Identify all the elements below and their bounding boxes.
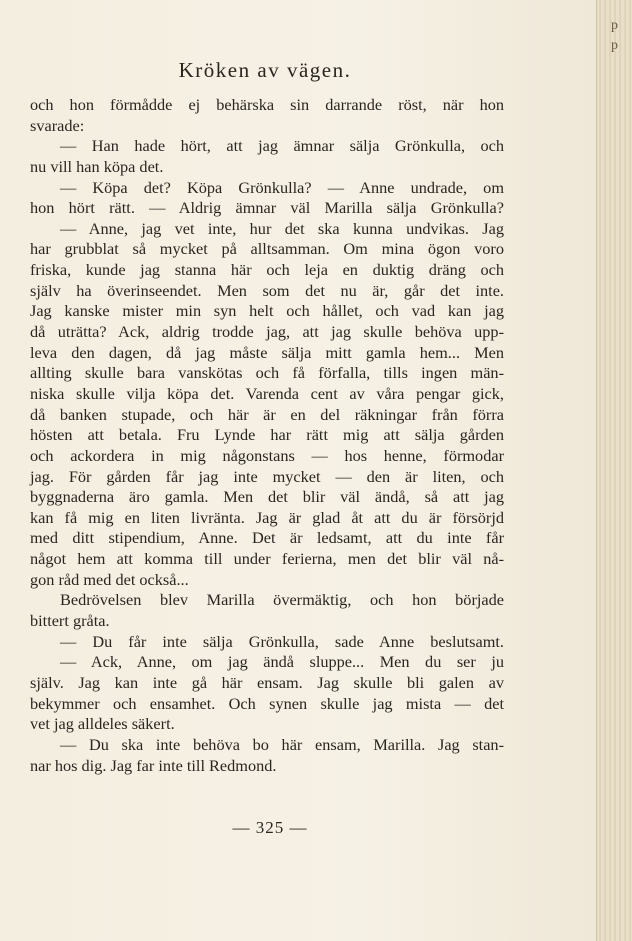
text-line: själv. Jag kan inte gå här ensam. Jag skulle bli galen av [30,672,504,692]
text-line: allting skulle bara vanskötas och få förfalla, tills ingen män- [30,363,504,383]
text-line: — Köpa det? Köpa Grönkulla? — Anne undrade, om [60,177,504,197]
running-title: Kröken av vägen. [178,58,352,82]
text-line: hon hört rätt. — Aldrig ämnar väl Marilla sälja Grönkulla? [30,198,504,218]
page-number: — 325 — [232,818,308,837]
text-line: bekymmer och ensamhet. Och synen skulle jag mista — det [30,693,504,713]
text-line: och ackordera in mig någonstans — hos henne, förmodar [30,445,504,465]
text-line: gon råd med det också... [30,569,189,589]
text-line: — Anne, jag vet inte, hur det ska kunna undvikas. Jag [60,218,504,238]
text-line: då banken stupade, och här är en del räkningar från förra [30,404,504,424]
text-line: nu vill han köpa det. [30,156,164,176]
text-line: — Ack, Anne, om jag ändå sluppe... Men du ser ju [60,652,504,672]
edge-mark: p [611,18,618,33]
text-line: nar hos dig. Jag far inte till Redmond. [30,755,277,775]
text-line: själv ha överinseendet. Men som det nu är, går det inte. [30,280,504,300]
text-line: Bedrövelsen blev Marilla övermäktig, och hon började [60,590,504,610]
body-text [30,95,504,776]
text-line: bittert gråta. [30,611,110,631]
text-line: friska, kunde jag stanna här och leja en duktig dräng och [30,260,504,280]
text-line: hösten att betala. Fru Lynde har rätt mig att sälja gården [30,425,504,445]
text-line: då uträtta? Ack, aldrig trodde jag, att jag skulle behöva upp- [30,322,504,342]
text-line: med ditt stipendium, Anne. Det är ledsamt, att du inte får [30,528,504,548]
text-line: har grubblat så mycket på alltsamman. Om mina ögon voro [30,239,504,259]
page-edge [596,0,632,941]
text-line: svarade: [30,115,85,135]
text-line: niska skulle vilja köpa det. Varenda cent av våra pengar gick, [30,383,504,403]
edge-mark: p [611,38,618,53]
text-line: — Han hade hört, att jag ämnar sälja Grönkulla, och [60,136,504,156]
text-line: Jag kanske mister min syn helt och hållet, och vad kan jag [30,301,504,321]
text-line: vet jag alldeles säkert. [30,714,175,734]
text-line: leva den dagen, då jag måste sälja mitt gamla hem... Men [30,342,504,362]
text-line: — Du får inte sälja Grönkulla, sade Anne beslutsamt. [60,631,504,651]
text-line: byggnaderna äro gamla. Men det blir väl ändå, så att jag [30,487,504,507]
text-line: något hem att komma till under ferierna, men det blir väl nå- [30,549,504,569]
text-line: kan få mig en liten livränta. Jag är glad åt att du är försörjd [30,507,504,527]
text-line: — Du ska inte behöva bo här ensam, Marilla. Jag stan- [60,734,504,754]
text-line: jag. För gården får jag inte mycket — den är liten, och [30,466,504,486]
text-line: och hon förmådde ej behärska sin darrande röst, när hon [30,95,504,114]
